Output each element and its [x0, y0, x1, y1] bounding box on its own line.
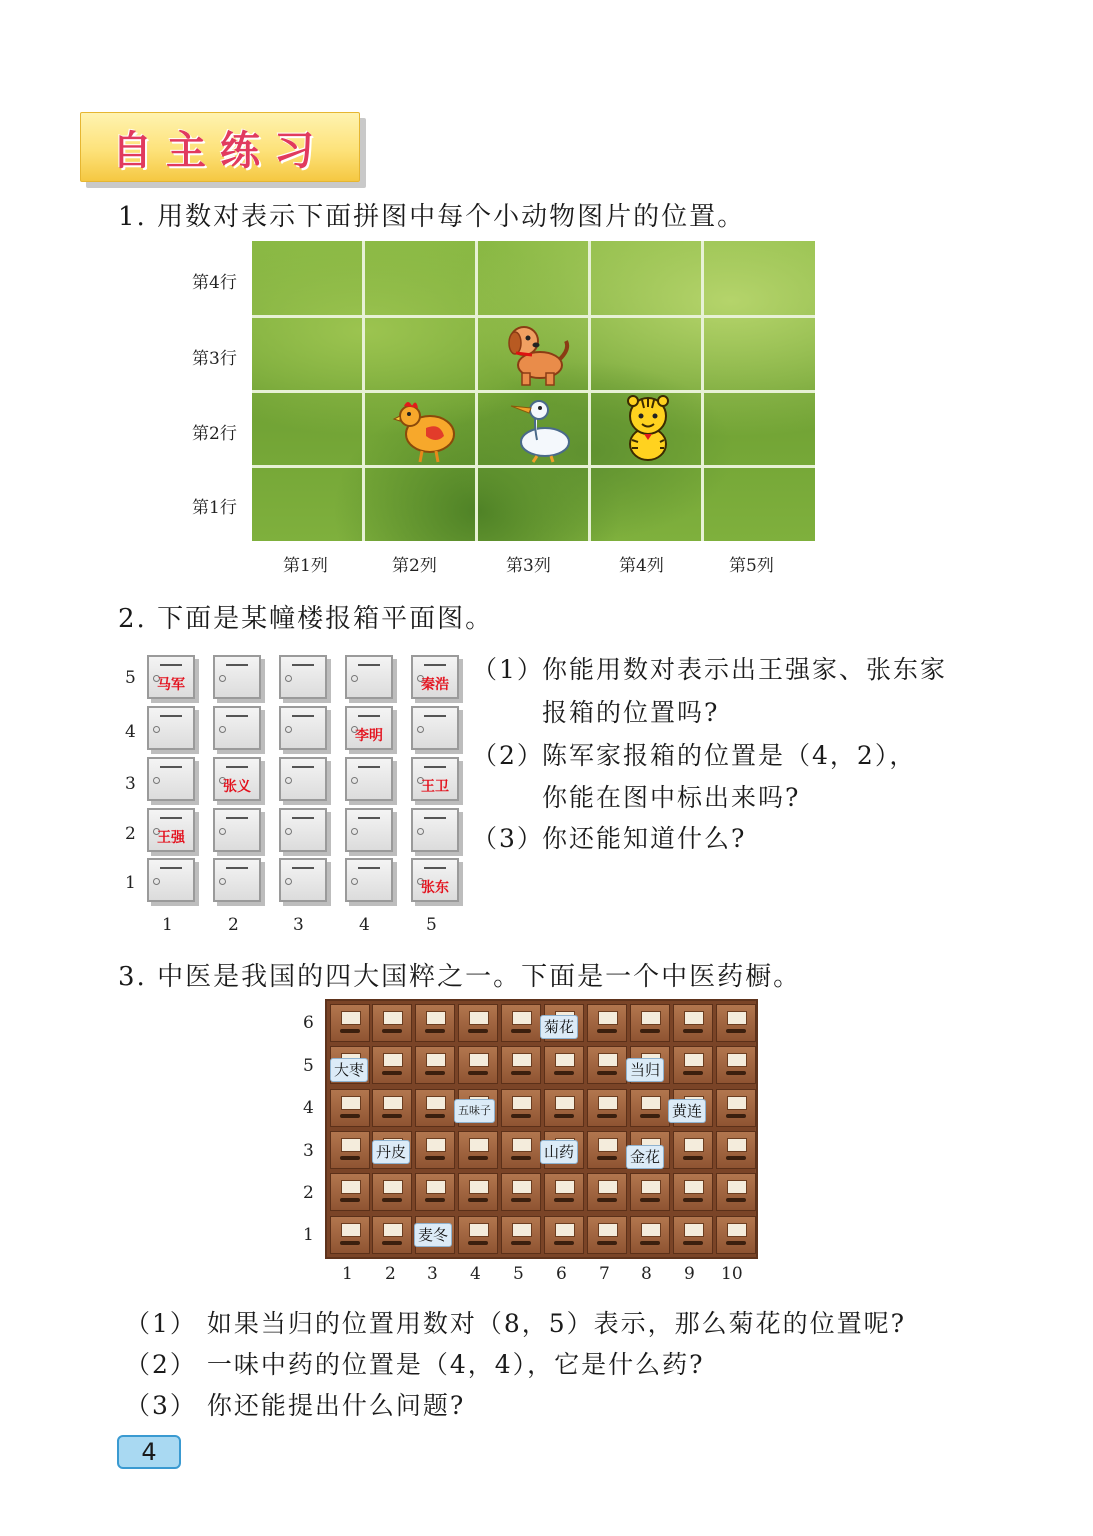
cabinet-drawer [716, 1216, 756, 1254]
cabinet-drawer [673, 1004, 713, 1042]
cabinet-drawer [673, 1173, 713, 1211]
row-label-4: 第4行 [192, 273, 237, 293]
col-label-2: 第2列 [392, 556, 437, 576]
herb-label-c6r6: 菊花 [540, 1015, 578, 1039]
cabinet-drawer [330, 1004, 370, 1042]
herb-label-c6r3: 山药 [540, 1140, 578, 1164]
section-title: 自主练习 [112, 127, 328, 174]
cabinet-drawer [544, 1046, 584, 1084]
q2-sub2-number: （2） [472, 741, 544, 770]
mailbox-r2c2 [213, 808, 261, 852]
cabinet-col-5: 5 [513, 1264, 524, 1284]
mailbox-r3c4 [345, 757, 393, 801]
tiger-icon [620, 394, 676, 464]
cabinet-drawer [716, 1131, 756, 1169]
cabinet-drawer [501, 1131, 541, 1169]
mailbox-r4c1 [147, 706, 195, 750]
cabinet-drawer [716, 1046, 756, 1084]
col-label-3: 第3列 [506, 556, 551, 576]
mailbox-col-5: 5 [426, 915, 437, 935]
cabinet-drawer [673, 1131, 713, 1169]
col-label-5: 第5列 [729, 556, 774, 576]
cabinet-drawer [372, 1173, 412, 1211]
herb-label-c2r3: 丹皮 [372, 1140, 410, 1164]
cabinet-drawer [330, 1173, 370, 1211]
mailbox-name: 马军 [157, 677, 185, 693]
cabinet-row-3: 3 [303, 1141, 314, 1161]
cabinet-drawer [587, 1131, 627, 1169]
cabinet-drawer [458, 1216, 498, 1254]
animal-puzzle-grid [252, 241, 815, 541]
cabinet-drawer [415, 1131, 455, 1169]
cabinet-col-6: 6 [556, 1264, 567, 1284]
cabinet-drawer [716, 1173, 756, 1211]
cabinet-drawer [716, 1089, 756, 1127]
mailbox-row-5: 5 [125, 668, 136, 688]
mailbox-row-2: 2 [125, 824, 136, 844]
cabinet-drawer [458, 1173, 498, 1211]
mailbox-r5c2 [213, 655, 261, 699]
mailbox-name: 秦浩 [421, 677, 449, 693]
row-label-1: 第1行 [192, 498, 237, 518]
cabinet-drawer [372, 1216, 412, 1254]
q2-sub1-line1: 你能用数对表示出王强家、张东家 [542, 655, 948, 684]
cabinet-drawer [587, 1089, 627, 1127]
mailbox-r1c5 [411, 858, 459, 902]
cabinet-drawer [673, 1046, 713, 1084]
cabinet-drawer [458, 1131, 498, 1169]
herb-label-c8r5: 当归 [626, 1058, 664, 1082]
medicine-cabinet [325, 999, 758, 1259]
herb-label-c3r1: 麦冬 [414, 1223, 452, 1247]
duck-icon [507, 396, 573, 464]
mailbox-r5c4 [345, 655, 393, 699]
cabinet-row-2: 2 [303, 1183, 314, 1203]
herb-label-c8r3: 金花 [626, 1145, 664, 1169]
q3-sub2: （2） 一味中药的位置是（4，4），它是什么药? [125, 1350, 705, 1379]
cabinet-drawer [501, 1216, 541, 1254]
cabinet-drawer [415, 1004, 455, 1042]
page-number: 4 [117, 1435, 181, 1469]
mailbox-r4c2 [213, 706, 261, 750]
mailbox-name: 张义 [223, 779, 251, 795]
mailbox-name: 张东 [421, 880, 449, 896]
mailbox-name: 王强 [157, 830, 185, 846]
herb-label-c1r5: 大枣 [330, 1058, 368, 1082]
cabinet-col-4: 4 [470, 1264, 481, 1284]
cabinet-drawer [501, 1173, 541, 1211]
q2-sub1-line2: 报箱的位置吗? [542, 698, 720, 727]
mailbox-col-1: 1 [162, 915, 173, 935]
mailbox-col-2: 2 [228, 915, 239, 935]
cabinet-row-1: 1 [303, 1225, 314, 1245]
chicken-icon [392, 396, 460, 464]
cabinet-col-2: 2 [385, 1264, 396, 1284]
row-label-2: 第2行 [192, 424, 237, 444]
cabinet-col-8: 8 [641, 1264, 652, 1284]
cabinet-drawer [716, 1004, 756, 1042]
cabinet-drawer [458, 1004, 498, 1042]
cabinet-drawer [330, 1131, 370, 1169]
cabinet-row-4: 4 [303, 1098, 314, 1118]
cabinet-drawer [587, 1173, 627, 1211]
q2-sub2-line2: 你能在图中标出来吗? [542, 783, 801, 812]
cabinet-drawer [544, 1173, 584, 1211]
q2-sub1-number: （1） [472, 655, 544, 684]
mailbox-r4c5 [411, 706, 459, 750]
cabinet-drawer [415, 1046, 455, 1084]
mailbox-row-3: 3 [125, 774, 136, 794]
mailbox-r2c4 [345, 808, 393, 852]
mailbox-col-4: 4 [359, 915, 370, 935]
mailbox-r1c1 [147, 858, 195, 902]
cabinet-drawer [330, 1089, 370, 1127]
q1-title: 1. 用数对表示下面拼图中每个小动物图片的位置。 [118, 202, 746, 232]
cabinet-drawer [501, 1004, 541, 1042]
cabinet-row-6: 6 [303, 1013, 314, 1033]
cabinet-drawer [587, 1004, 627, 1042]
cabinet-drawer [630, 1173, 670, 1211]
mailbox-r3c1 [147, 757, 195, 801]
q3-sub3: （3） 你还能提出什么问题? [125, 1391, 466, 1420]
mailbox-r1c2 [213, 858, 261, 902]
cabinet-col-10: 10 [721, 1264, 743, 1284]
cabinet-col-1: 1 [342, 1264, 353, 1284]
q2-sub3-number: （3） [472, 824, 544, 853]
mailbox-r4c4 [345, 706, 393, 750]
dog-icon [502, 321, 572, 387]
row-label-3: 第3行 [192, 349, 237, 369]
cabinet-drawer [501, 1046, 541, 1084]
cabinet-drawer [587, 1046, 627, 1084]
herb-label-c9r4: 黄连 [668, 1099, 706, 1123]
mailbox-row-1: 1 [125, 873, 136, 893]
cabinet-row-5: 5 [303, 1056, 314, 1076]
mailbox-r2c5 [411, 808, 459, 852]
q3-title: 3. 中医是我国的四大国粹之一。下面是一个中医药橱。 [118, 962, 802, 992]
mailbox-r1c4 [345, 858, 393, 902]
cabinet-drawer [544, 1216, 584, 1254]
cabinet-drawer [587, 1216, 627, 1254]
cabinet-drawer [415, 1173, 455, 1211]
cabinet-drawer [372, 1046, 412, 1084]
q3-sub1: （1） 如果当归的位置用数对（8，5）表示，那么菊花的位置呢? [125, 1309, 907, 1338]
mailbox-r1c3 [279, 858, 327, 902]
q2-title: 2. 下面是某幢楼报箱平面图。 [118, 604, 494, 634]
cabinet-col-3: 3 [427, 1264, 438, 1284]
mailbox-r5c5 [411, 655, 459, 699]
col-label-1: 第1列 [283, 556, 328, 576]
cabinet-col-7: 7 [599, 1264, 610, 1284]
cabinet-drawer [372, 1004, 412, 1042]
mailbox-r4c3 [279, 706, 327, 750]
mailbox-row-4: 4 [125, 722, 136, 742]
cabinet-drawer [330, 1216, 370, 1254]
mailbox-r5c3 [279, 655, 327, 699]
mailbox-r5c1 [147, 655, 195, 699]
cabinet-drawer [630, 1216, 670, 1254]
q2-sub3-line1: 你还能知道什么? [542, 824, 747, 853]
cabinet-drawer [501, 1089, 541, 1127]
cabinet-col-9: 9 [684, 1264, 695, 1284]
mailbox-col-3: 3 [293, 915, 304, 935]
cabinet-drawer [630, 1004, 670, 1042]
mailbox-name: 李明 [355, 728, 383, 744]
herb-label-c4r4: 五味子 [454, 1099, 495, 1123]
cabinet-drawer [544, 1089, 584, 1127]
cabinet-drawer [673, 1216, 713, 1254]
mailbox-r3c2 [213, 757, 261, 801]
mailbox-r3c3 [279, 757, 327, 801]
cabinet-drawer [372, 1089, 412, 1127]
mailbox-r2c1 [147, 808, 195, 852]
mailbox-r3c5 [411, 757, 459, 801]
mailbox-r2c3 [279, 808, 327, 852]
col-label-4: 第4列 [619, 556, 664, 576]
section-banner [80, 112, 360, 182]
cabinet-drawer [458, 1046, 498, 1084]
cabinet-drawer [630, 1089, 670, 1127]
q2-sub2-line1: 陈军家报箱的位置是（4，2）， [542, 741, 917, 770]
mailbox-name: 王卫 [421, 779, 449, 795]
cabinet-drawer [415, 1089, 455, 1127]
